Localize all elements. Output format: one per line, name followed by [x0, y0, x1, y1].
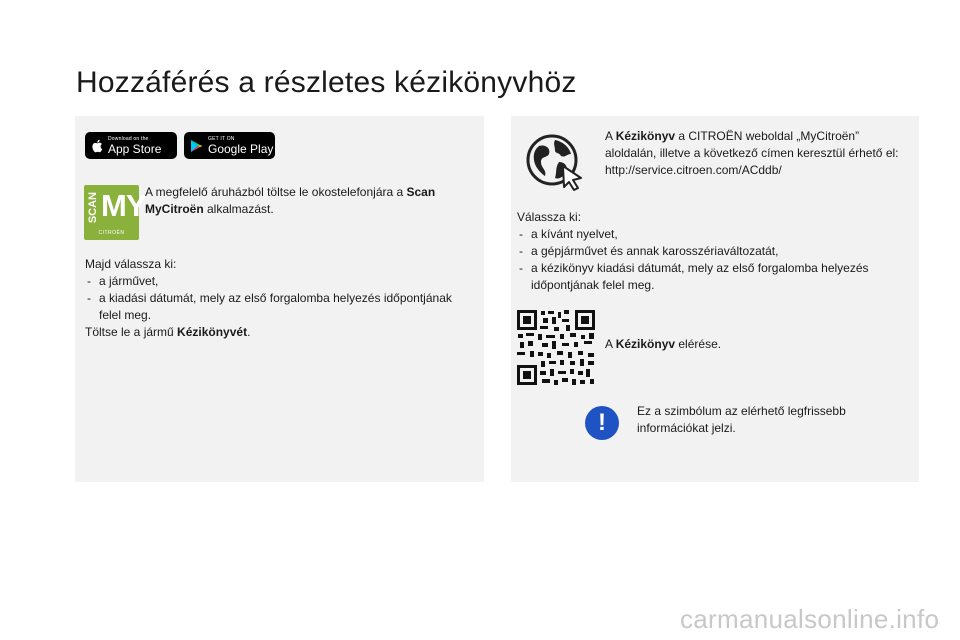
info-symbol-text: Ez a szimbólum az elérhető legfrissebb információkat jelzi. [637, 404, 846, 435]
google-play-icon [190, 139, 203, 153]
qr-access-prefix: A [605, 337, 616, 351]
qr-access-text [605, 336, 805, 353]
logo-brand-text: CITROËN [98, 230, 125, 236]
globe-cursor-icon [525, 132, 585, 192]
web-access-text [605, 128, 910, 179]
app-store-badge[interactable] [85, 132, 177, 159]
list-item: - a kívánt nyelvet, [517, 226, 907, 243]
download-manual-prefix: Töltse le a jármű [85, 325, 178, 339]
page-title: Hozzáférés a részletes kézikönyvhöz [76, 66, 577, 99]
list-item: - a kézikönyv kiadási dátumát, mely az első forgalomba helyezés időpontjának felel meg. [517, 260, 907, 294]
app-store-big-text: App Store [108, 141, 162, 156]
right-instructions [517, 209, 907, 294]
left-panel [75, 116, 484, 482]
download-manual-text [85, 324, 475, 341]
web-access-prefix: A [605, 129, 616, 143]
qr-access-bold: Kézikönyv [615, 337, 676, 351]
manual-url-link[interactable]: http://service.citroen.com/ACddb/ [605, 163, 782, 177]
watermark: carmanualsonline.info [680, 604, 940, 634]
right-select-intro: Válassza ki: [517, 210, 582, 224]
right-select-list [517, 226, 907, 294]
download-app-prefix: A megfelelő áruházból töltse le okostelefonjára a [145, 185, 407, 199]
app-store-small-text: Download on the [108, 135, 149, 142]
download-app-suffix: alkalmazást. [203, 202, 274, 216]
download-app-text [145, 184, 465, 218]
google-play-badge[interactable] [184, 132, 275, 159]
list-item: - a kiadási dátumát, mely az első forgalomba helyezés időpontjának felel meg. [85, 290, 475, 324]
qr-access-suffix: elérése. [675, 337, 722, 351]
list-item: - a gépjárművet és annak karosszériaváltozatát, [517, 243, 907, 260]
list-item: - a járművet, [85, 273, 475, 290]
right-panel [511, 116, 919, 482]
apple-icon [91, 139, 103, 153]
logo-my-text: MY [101, 188, 146, 223]
left-select-intro: Majd válassza ki: [85, 257, 177, 271]
web-access-bold: Kézikönyv [615, 129, 676, 143]
logo-scan-text: SCAN [87, 192, 99, 224]
qr-code-icon[interactable] [516, 309, 596, 386]
download-manual-bold: Kézikönyvét [177, 325, 248, 339]
left-instructions [85, 256, 475, 341]
google-play-small-text: GET IT ON [208, 135, 235, 142]
exclamation-icon: ! [585, 406, 619, 440]
web-access-suffix: a CITROËN weboldal „MyCitroën” aloldalán, illetve a következő címen keresztül érhető el: [605, 129, 899, 160]
download-app-name: Scan MyCitroën [145, 185, 436, 216]
download-manual-suffix: . [247, 325, 251, 339]
left-select-list [85, 273, 475, 324]
scan-mycitroen-logo [84, 185, 146, 240]
google-play-big-text: Google Play [208, 141, 274, 156]
